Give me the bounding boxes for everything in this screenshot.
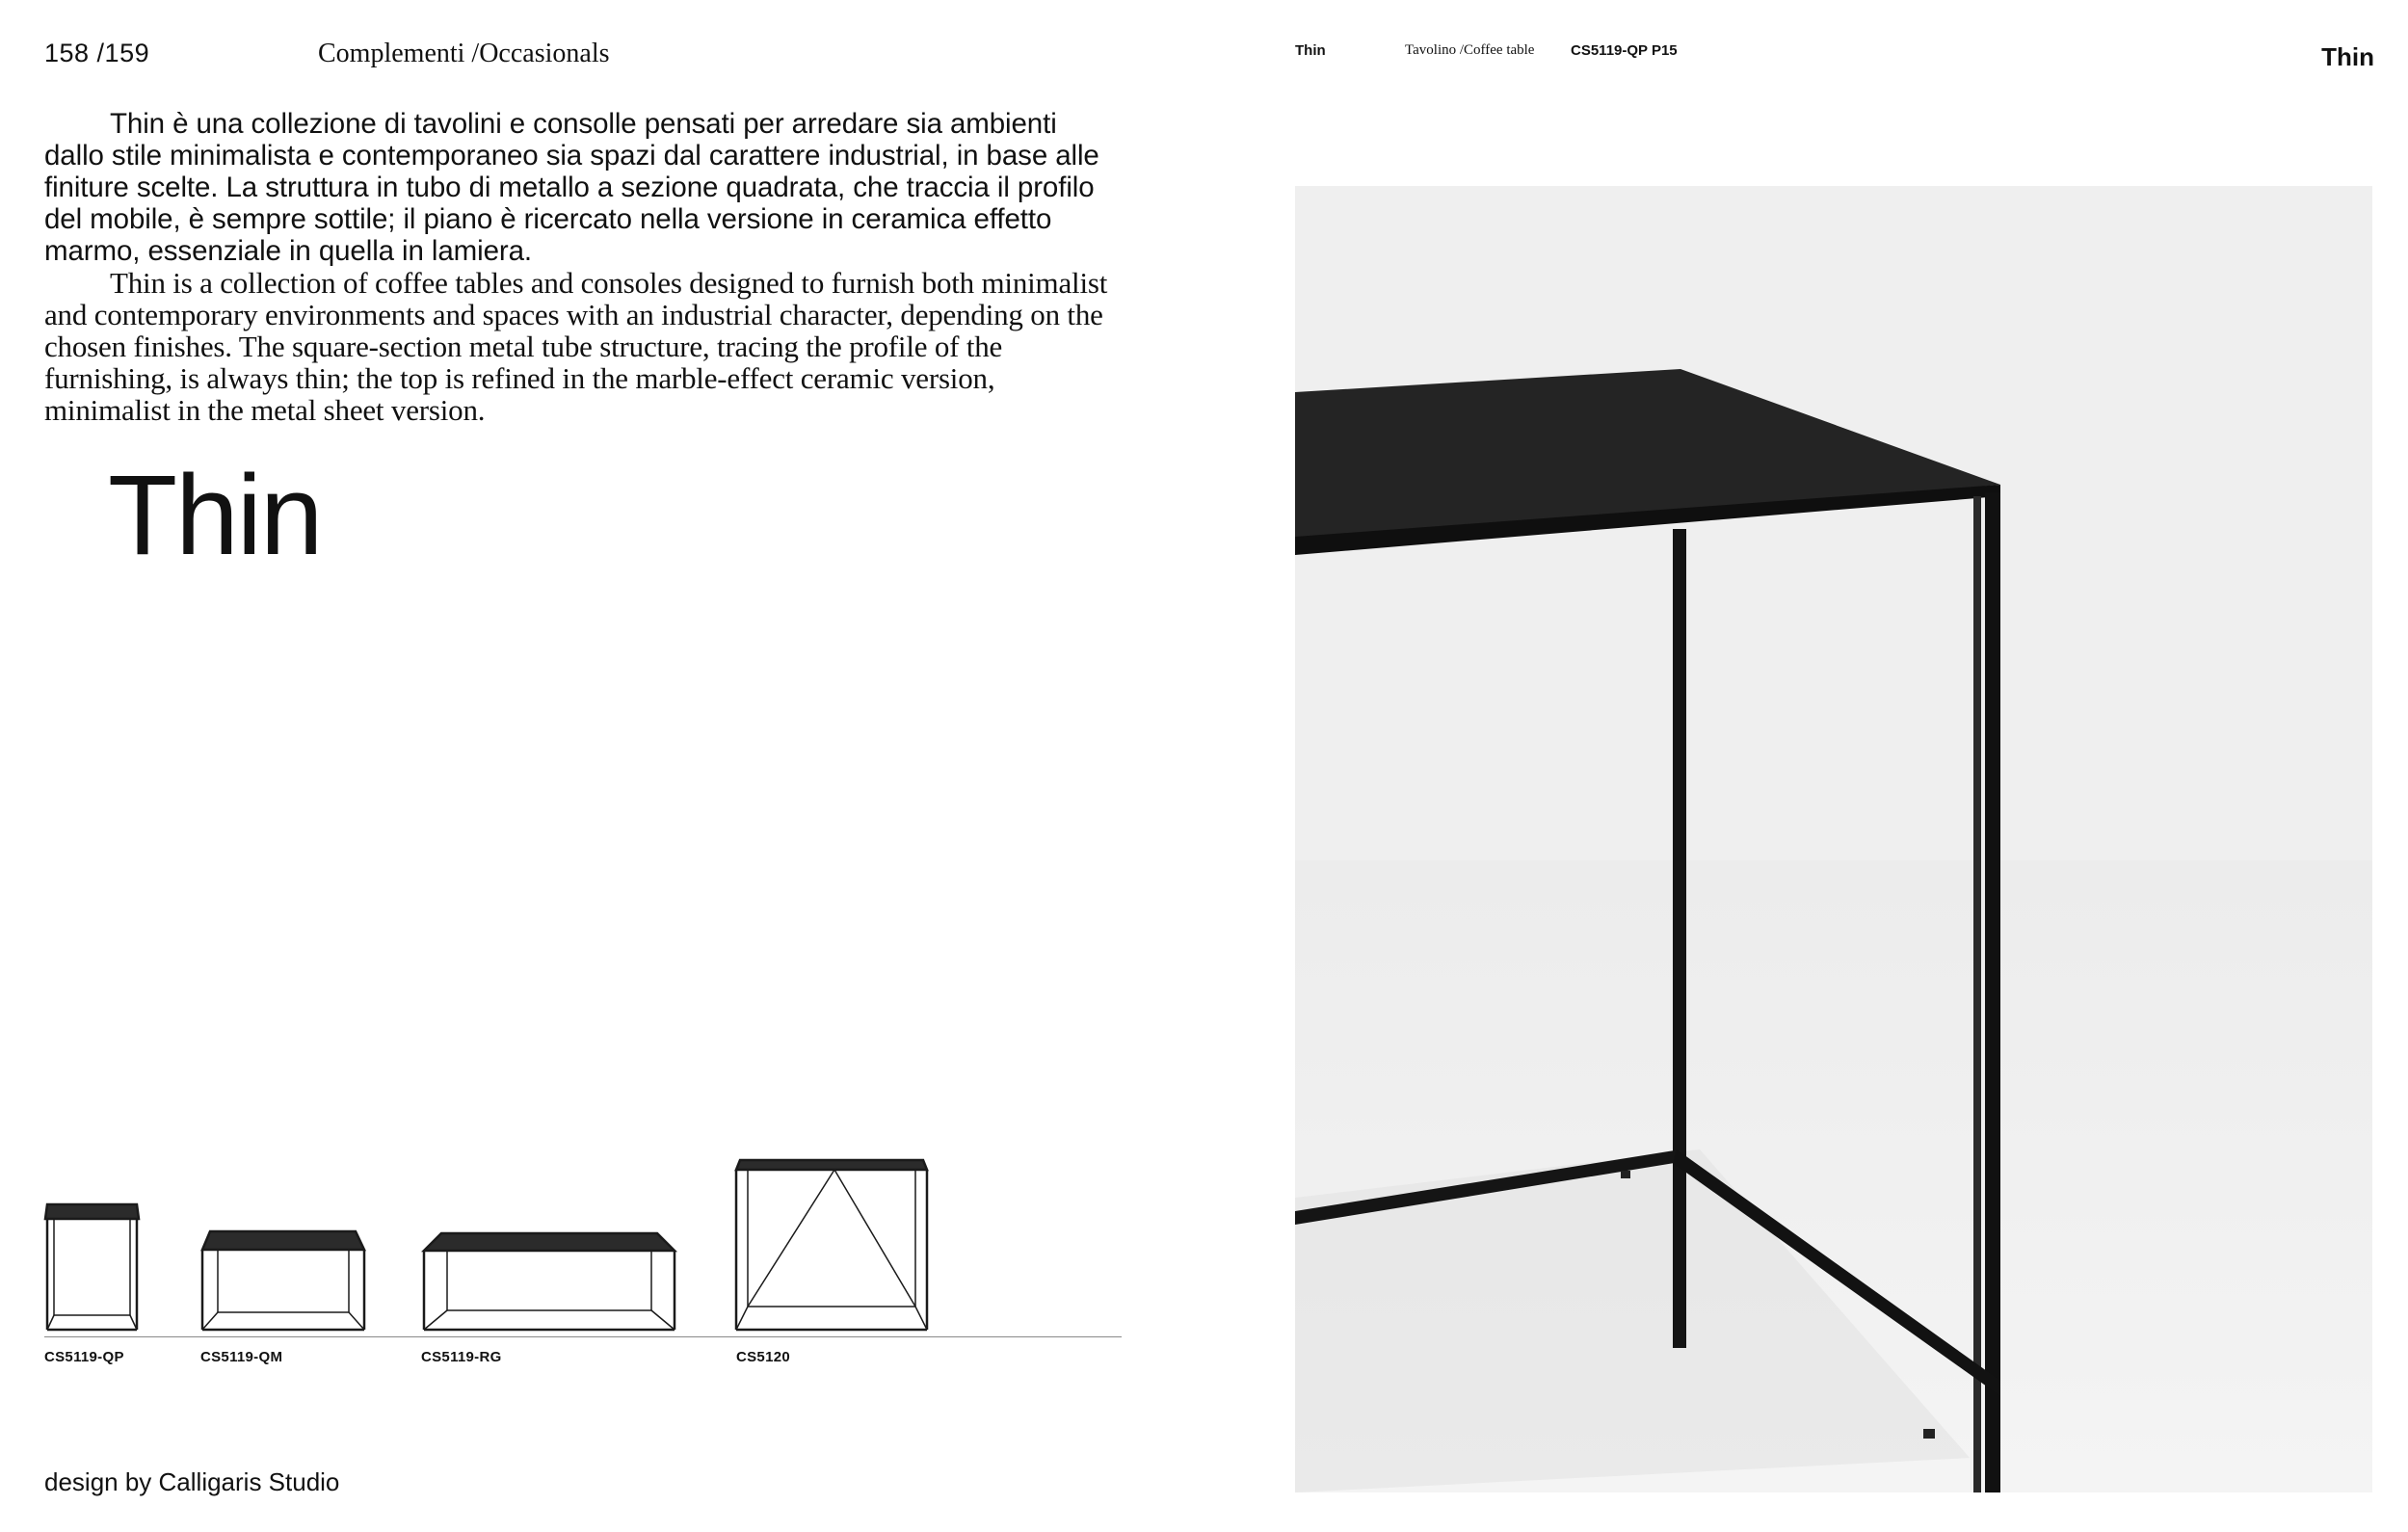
product-photo — [1295, 186, 2372, 1492]
collection-label: Thin — [2321, 42, 2374, 71]
drawings-baseline — [44, 1336, 1122, 1337]
variant-cs5119-qp-drawing — [42, 1195, 143, 1334]
variant-code: CS5119-QM — [200, 1349, 283, 1365]
variant-cs5119-qm-drawing — [198, 1224, 367, 1334]
design-credit: design by Calligaris Studio — [44, 1467, 340, 1496]
variant-code: CS5119-QP — [44, 1349, 124, 1365]
section-title: Complementi /Occasionals — [318, 39, 610, 68]
variant-code: CS5119-RG — [421, 1349, 502, 1365]
description-italian: Thin è una collezione di tavolini e consolle pensati per arredare sia ambienti dallo stile minimalista e contemporaneo sia spazi dal carattere industrial, in base alle finiture scelte. La struttura in tubo di metallo a sezione quadrata, che traccia il profilo del mobile, è sempre sottile; il piano è ricercato nella versione in ceramica effetto marmo, essenziale in quella in lamiera. — [44, 108, 1099, 267]
variant-cs5120-drawing — [734, 1152, 929, 1334]
collection-title: Thin — [108, 452, 322, 579]
product-type-header: Tavolino /Coffee table — [1405, 42, 1535, 58]
description-english: Thin is a collection of coffee tables and consoles designed to furnish both minimalist and contemporary environments and spaces with an industrial character, depending on the chosen finishes. The square-section metal tube structure, tracing the profile of the furnishing, is always thin; the top is refined in the marble-effect ceramic version, minimalist in the metal sheet version. — [44, 266, 1108, 427]
product-code-header: CS5119-QP P15 — [1571, 42, 1678, 59]
coffee-table-illustration — [1295, 186, 2372, 1492]
variant-cs5119-rg-drawing — [420, 1226, 678, 1334]
variant-code: CS5120 — [736, 1349, 791, 1365]
page-number: 158 /159 — [44, 39, 150, 67]
intro-text — [44, 108, 1124, 426]
product-name-header: Thin — [1295, 42, 1326, 59]
